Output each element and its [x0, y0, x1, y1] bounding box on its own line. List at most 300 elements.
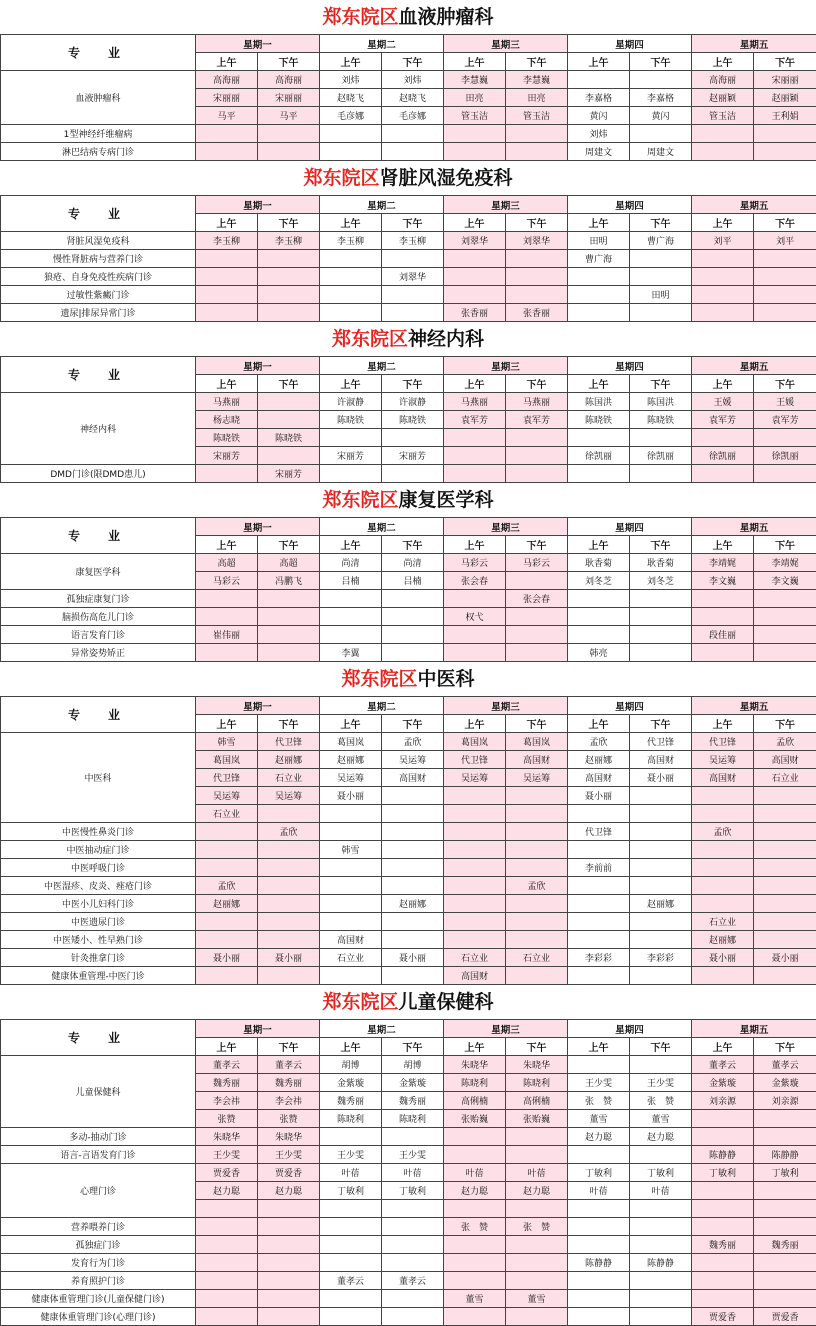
doctor-cell: 陈静静: [754, 1146, 816, 1164]
department-name: 中医科: [418, 668, 475, 690]
doctor-cell: 陈静静: [630, 1254, 692, 1272]
doctor-cell: 宋丽芳: [382, 447, 444, 465]
doctor-cell: 代卫锋: [444, 751, 506, 769]
doctor-cell: 金紫璇: [382, 1074, 444, 1092]
doctor-cell: 朱晓华: [506, 1056, 568, 1074]
doctor-cell: [754, 1200, 816, 1218]
specialty-label: 慢性肾脏病与营养门诊: [1, 250, 196, 268]
doctor-cell: [568, 913, 630, 931]
doctor-cell: 魏秀丽: [692, 1236, 754, 1254]
doctor-cell: 胡博: [320, 1056, 382, 1074]
doctor-cell: 魏秀丽: [320, 1092, 382, 1110]
doctor-cell: 丁敏利: [754, 1164, 816, 1182]
doctor-cell: 赵力聪: [196, 1182, 258, 1200]
doctor-cell: 许淑静: [320, 393, 382, 411]
half-day-header: 上午: [692, 214, 754, 232]
day-header: 星期一: [196, 196, 320, 214]
half-day-header: 下午: [382, 375, 444, 393]
doctor-cell: 陈国洪: [630, 393, 692, 411]
day-header: 星期三: [444, 35, 568, 53]
doctor-cell: 耿香菊: [568, 554, 630, 572]
doctor-cell: [320, 304, 382, 322]
doctor-cell: 刘冬芝: [630, 572, 692, 590]
specialty-header: 专 业: [1, 518, 196, 554]
doctor-cell: [692, 250, 754, 268]
doctor-cell: [506, 1200, 568, 1218]
doctor-cell: [568, 590, 630, 608]
doctor-cell: 徐凯丽: [692, 447, 754, 465]
specialty-label: 淋巴结病专病门诊: [1, 143, 196, 161]
doctor-cell: 孟欣: [258, 823, 320, 841]
doctor-cell: [630, 250, 692, 268]
doctor-cell: 王少雯: [320, 1146, 382, 1164]
doctor-cell: 陈晓利: [320, 1110, 382, 1128]
doctor-cell: [444, 913, 506, 931]
doctor-cell: 李文巍: [692, 572, 754, 590]
doctor-cell: [382, 1200, 444, 1218]
doctor-cell: [692, 1110, 754, 1128]
doctor-cell: [568, 877, 630, 895]
doctor-cell: [692, 895, 754, 913]
doctor-cell: [568, 465, 630, 483]
doctor-cell: 袁军芳: [754, 411, 816, 429]
table-row: [1, 626, 816, 644]
doctor-cell: [444, 286, 506, 304]
doctor-cell: 刘翠华: [506, 232, 568, 250]
doctor-cell: [258, 841, 320, 859]
doctor-cell: [320, 1128, 382, 1146]
doctor-cell: [630, 304, 692, 322]
doctor-cell: 高国财: [444, 967, 506, 985]
doctor-cell: [692, 590, 754, 608]
department-name: 儿童保健科: [399, 991, 494, 1013]
doctor-cell: [320, 250, 382, 268]
doctor-cell: [196, 1200, 258, 1218]
doctor-cell: [692, 608, 754, 626]
doctor-cell: [320, 143, 382, 161]
doctor-cell: [754, 286, 816, 304]
doctor-cell: [568, 626, 630, 644]
day-header: 星期五: [692, 1020, 816, 1038]
doctor-cell: [630, 841, 692, 859]
doctor-cell: [320, 626, 382, 644]
doctor-cell: [692, 967, 754, 985]
doctor-cell: 李彩彩: [568, 949, 630, 967]
doctor-cell: [630, 913, 692, 931]
specialty-label: 语言-言语发育门诊: [1, 1146, 196, 1164]
half-day-header: 上午: [568, 536, 630, 554]
day-header: 星期三: [444, 196, 568, 214]
specialty-label: 神经内科: [1, 393, 196, 465]
doctor-cell: [444, 626, 506, 644]
doctor-cell: [382, 250, 444, 268]
doctor-cell: 孟欣: [196, 877, 258, 895]
doctor-cell: [320, 125, 382, 143]
doctor-cell: 陈静静: [692, 1146, 754, 1164]
doctor-cell: [630, 1272, 692, 1290]
specialty-label: 中医科: [1, 733, 196, 823]
half-day-header: 下午: [506, 375, 568, 393]
doctor-cell: 聂小丽: [754, 949, 816, 967]
doctor-cell: 高国财: [506, 751, 568, 769]
doctor-cell: [568, 805, 630, 823]
doctor-cell: [320, 895, 382, 913]
doctor-cell: [568, 1272, 630, 1290]
doctor-cell: [692, 268, 754, 286]
doctor-cell: [196, 1272, 258, 1290]
doctor-cell: 刘炜: [320, 71, 382, 89]
doctor-cell: [568, 1200, 630, 1218]
specialty-label: 孤独症门诊: [1, 1236, 196, 1254]
doctor-cell: 张赞: [258, 1110, 320, 1128]
doctor-cell: [754, 1182, 816, 1200]
doctor-cell: [258, 931, 320, 949]
doctor-cell: [196, 125, 258, 143]
doctor-cell: [506, 1254, 568, 1272]
doctor-cell: [630, 1200, 692, 1218]
doctor-cell: [506, 1128, 568, 1146]
doctor-cell: [506, 823, 568, 841]
doctor-cell: [444, 787, 506, 805]
doctor-cell: [382, 304, 444, 322]
doctor-cell: 田明: [630, 286, 692, 304]
doctor-cell: [320, 859, 382, 877]
doctor-cell: [382, 143, 444, 161]
doctor-cell: [444, 465, 506, 483]
doctor-cell: 周建文: [568, 143, 630, 161]
campus-name: 郑东院区: [322, 489, 398, 511]
half-day-header: 上午: [320, 214, 382, 232]
doctor-cell: 张会春: [506, 590, 568, 608]
doctor-cell: [692, 143, 754, 161]
specialty-label: 肾脏风湿免疫科: [1, 232, 196, 250]
doctor-cell: [754, 590, 816, 608]
header-row-days: [1, 518, 816, 536]
section-title: [0, 662, 816, 696]
doctor-cell: [444, 931, 506, 949]
day-header: 星期四: [568, 1020, 692, 1038]
header-row-days: [1, 357, 816, 375]
department-name: 肾脏风湿免疫科: [380, 167, 513, 189]
doctor-cell: 许淑静: [382, 393, 444, 411]
doctor-cell: [382, 877, 444, 895]
doctor-cell: 尚清: [320, 554, 382, 572]
doctor-cell: [630, 805, 692, 823]
day-header: 星期二: [320, 35, 444, 53]
doctor-cell: [258, 608, 320, 626]
doctor-cell: 张 赞: [444, 1218, 506, 1236]
doctor-cell: [258, 286, 320, 304]
doctor-cell: 赵丽颖: [754, 89, 816, 107]
doctor-cell: 袁军芳: [506, 411, 568, 429]
table-row: [1, 733, 816, 751]
doctor-cell: [568, 304, 630, 322]
specialty-label: 遗尿|排尿异常门诊: [1, 304, 196, 322]
doctor-cell: 李玉柳: [382, 232, 444, 250]
doctor-cell: [568, 1290, 630, 1308]
table-row: [1, 931, 816, 949]
table-row: [1, 465, 816, 483]
half-day-header: 上午: [196, 375, 258, 393]
day-header: 星期四: [568, 196, 692, 214]
doctor-cell: [258, 644, 320, 662]
day-header: 星期二: [320, 196, 444, 214]
doctor-cell: [506, 608, 568, 626]
schedule-table: [0, 1019, 816, 1326]
doctor-cell: [196, 823, 258, 841]
day-header: 星期四: [568, 518, 692, 536]
doctor-cell: 高超: [258, 554, 320, 572]
doctor-cell: [320, 877, 382, 895]
specialty-label: DMD门诊(限DMD患儿): [1, 465, 196, 483]
specialty-label: 孤独症康复门诊: [1, 590, 196, 608]
specialty-label: 血液肿瘤科: [1, 71, 196, 125]
doctor-cell: [382, 1218, 444, 1236]
day-header: 星期五: [692, 357, 816, 375]
doctor-cell: 周建文: [630, 143, 692, 161]
doctor-cell: [506, 286, 568, 304]
doctor-cell: [506, 1272, 568, 1290]
table-row: [1, 1236, 816, 1254]
doctor-cell: 宋丽芳: [196, 447, 258, 465]
doctor-cell: [382, 1254, 444, 1272]
doctor-cell: 马平: [258, 107, 320, 125]
day-header: 星期二: [320, 518, 444, 536]
doctor-cell: 陈晓铁: [568, 411, 630, 429]
doctor-cell: [382, 1236, 444, 1254]
doctor-cell: [754, 859, 816, 877]
specialty-label: 针灸推拿门诊: [1, 949, 196, 967]
doctor-cell: 张贻巍: [444, 1110, 506, 1128]
doctor-cell: 叶蓓: [630, 1182, 692, 1200]
doctor-cell: [258, 590, 320, 608]
doctor-cell: 黄闪: [568, 107, 630, 125]
doctor-cell: 韩雪: [196, 733, 258, 751]
half-day-header: 下午: [382, 536, 444, 554]
doctor-cell: 高海丽: [258, 71, 320, 89]
doctor-cell: [382, 125, 444, 143]
half-day-header: 下午: [630, 715, 692, 733]
doctor-cell: [692, 805, 754, 823]
half-day-header: 上午: [692, 375, 754, 393]
doctor-cell: [568, 895, 630, 913]
specialty-label: 儿童保健科: [1, 1056, 196, 1128]
doctor-cell: [258, 447, 320, 465]
doctor-cell: [444, 590, 506, 608]
campus-name: 郑东院区: [332, 328, 408, 350]
doctor-cell: 吕楠: [320, 572, 382, 590]
doctor-cell: 董雪: [506, 1290, 568, 1308]
doctor-cell: 聂小丽: [568, 787, 630, 805]
doctor-cell: [754, 1272, 816, 1290]
half-day-header: 上午: [320, 1038, 382, 1056]
campus-name: 郑东院区: [341, 668, 417, 690]
doctor-cell: 徐凯丽: [630, 447, 692, 465]
doctor-cell: [692, 859, 754, 877]
doctor-cell: [320, 429, 382, 447]
doctor-cell: [320, 1290, 382, 1308]
doctor-cell: [382, 1290, 444, 1308]
half-day-header: 下午: [506, 1038, 568, 1056]
table-row: [1, 286, 816, 304]
doctor-cell: 葛国岚: [196, 751, 258, 769]
doctor-cell: 刘翠华: [444, 232, 506, 250]
doctor-cell: 吴运筹: [444, 769, 506, 787]
half-day-header: 上午: [692, 1038, 754, 1056]
doctor-cell: 陈静静: [568, 1254, 630, 1272]
doctor-cell: 宋丽丽: [258, 89, 320, 107]
doctor-cell: [382, 841, 444, 859]
doctor-cell: [258, 1290, 320, 1308]
doctor-cell: 陈晓利: [506, 1074, 568, 1092]
specialty-header: 专 业: [1, 196, 196, 232]
table-row: [1, 232, 816, 250]
doctor-cell: 代卫锋: [196, 769, 258, 787]
doctor-cell: [258, 143, 320, 161]
doctor-cell: [692, 465, 754, 483]
doctor-cell: 赵丽娜: [382, 895, 444, 913]
doctor-cell: [630, 71, 692, 89]
doctor-cell: [630, 931, 692, 949]
section-title: [0, 161, 816, 195]
doctor-cell: [568, 1236, 630, 1254]
table-row: [1, 143, 816, 161]
table-row: [1, 967, 816, 985]
doctor-cell: 高海丽: [196, 71, 258, 89]
doctor-cell: 石立业: [444, 949, 506, 967]
doctor-cell: [382, 644, 444, 662]
doctor-cell: [506, 250, 568, 268]
doctor-cell: [754, 1128, 816, 1146]
doctor-cell: 曹广海: [568, 250, 630, 268]
doctor-cell: [196, 608, 258, 626]
schedule-table: [0, 356, 816, 483]
header-row-days: [1, 196, 816, 214]
doctor-cell: [196, 250, 258, 268]
doctor-cell: 董雪: [630, 1110, 692, 1128]
half-day-header: 上午: [196, 214, 258, 232]
doctor-cell: [444, 895, 506, 913]
doctor-cell: 赵丽娜: [196, 895, 258, 913]
specialty-header: 专 业: [1, 35, 196, 71]
doctor-cell: [196, 931, 258, 949]
doctor-cell: [506, 268, 568, 286]
doctor-cell: [382, 465, 444, 483]
doctor-cell: 权弋: [444, 608, 506, 626]
doctor-cell: 金紫璇: [692, 1074, 754, 1092]
doctor-cell: [506, 644, 568, 662]
doctor-cell: [382, 626, 444, 644]
doctor-cell: [568, 71, 630, 89]
doctor-cell: 吴运筹: [506, 769, 568, 787]
doctor-cell: 石立业: [320, 949, 382, 967]
doctor-cell: [506, 805, 568, 823]
half-day-header: 下午: [382, 1038, 444, 1056]
doctor-cell: 金紫璇: [754, 1074, 816, 1092]
doctor-cell: 高俐楠: [506, 1092, 568, 1110]
doctor-cell: [196, 1236, 258, 1254]
doctor-cell: [196, 859, 258, 877]
doctor-cell: 徐凯丽: [568, 447, 630, 465]
doctor-cell: 贾爱香: [258, 1164, 320, 1182]
doctor-cell: [754, 429, 816, 447]
half-day-header: 下午: [754, 1038, 816, 1056]
doctor-cell: [444, 823, 506, 841]
doctor-cell: [692, 1128, 754, 1146]
doctor-cell: [258, 1200, 320, 1218]
half-day-header: 上午: [568, 214, 630, 232]
doctor-cell: [630, 1308, 692, 1326]
half-day-header: 上午: [568, 375, 630, 393]
table-row: [1, 608, 816, 626]
doctor-cell: 李玉柳: [320, 232, 382, 250]
day-header: 星期四: [568, 35, 692, 53]
half-day-header: 上午: [444, 53, 506, 71]
schedule-table: [0, 34, 816, 161]
half-day-header: 下午: [382, 214, 444, 232]
doctor-cell: [692, 877, 754, 895]
doctor-cell: 代卫锋: [258, 733, 320, 751]
half-day-header: 上午: [444, 536, 506, 554]
specialty-label: 中医抽动症门诊: [1, 841, 196, 859]
doctor-cell: 董孝云: [754, 1056, 816, 1074]
doctor-cell: [196, 1218, 258, 1236]
doctor-cell: 朱晓华: [444, 1056, 506, 1074]
doctor-cell: [444, 1236, 506, 1254]
day-header: 星期三: [444, 1020, 568, 1038]
doctor-cell: 贾爱香: [692, 1308, 754, 1326]
half-day-header: 下午: [754, 375, 816, 393]
doctor-cell: [444, 250, 506, 268]
day-header: 星期一: [196, 357, 320, 375]
doctor-cell: 袁军芳: [444, 411, 506, 429]
doctor-cell: [630, 787, 692, 805]
doctor-cell: [754, 143, 816, 161]
doctor-cell: 马平: [196, 107, 258, 125]
half-day-header: 上午: [444, 214, 506, 232]
doctor-cell: [630, 644, 692, 662]
doctor-cell: [444, 1272, 506, 1290]
doctor-cell: 宋丽芳: [258, 465, 320, 483]
doctor-cell: 王少雯: [568, 1074, 630, 1092]
doctor-cell: [692, 644, 754, 662]
doctor-cell: [444, 1308, 506, 1326]
doctor-cell: [506, 143, 568, 161]
doctor-cell: 叶蓓: [444, 1164, 506, 1182]
doctor-cell: [444, 1254, 506, 1272]
half-day-header: 下午: [258, 375, 320, 393]
doctor-cell: 李慧巍: [444, 71, 506, 89]
doctor-cell: 高国财: [320, 931, 382, 949]
table-row: [1, 877, 816, 895]
specialty-label: 养育照护门诊: [1, 1272, 196, 1290]
header-row-days: [1, 697, 816, 715]
doctor-cell: 丁敏利: [382, 1182, 444, 1200]
doctor-cell: [754, 1254, 816, 1272]
half-day-header: 下午: [506, 715, 568, 733]
doctor-cell: [630, 1236, 692, 1254]
table-row: [1, 590, 816, 608]
half-day-header: 上午: [196, 715, 258, 733]
doctor-cell: 董孝云: [258, 1056, 320, 1074]
table-row: [1, 1164, 816, 1182]
doctor-cell: 聂小丽: [630, 769, 692, 787]
doctor-cell: [754, 841, 816, 859]
doctor-cell: 袁军芳: [692, 411, 754, 429]
doctor-cell: [382, 913, 444, 931]
doctor-cell: 陈晓铁: [258, 429, 320, 447]
doctor-cell: 马彩云: [506, 554, 568, 572]
